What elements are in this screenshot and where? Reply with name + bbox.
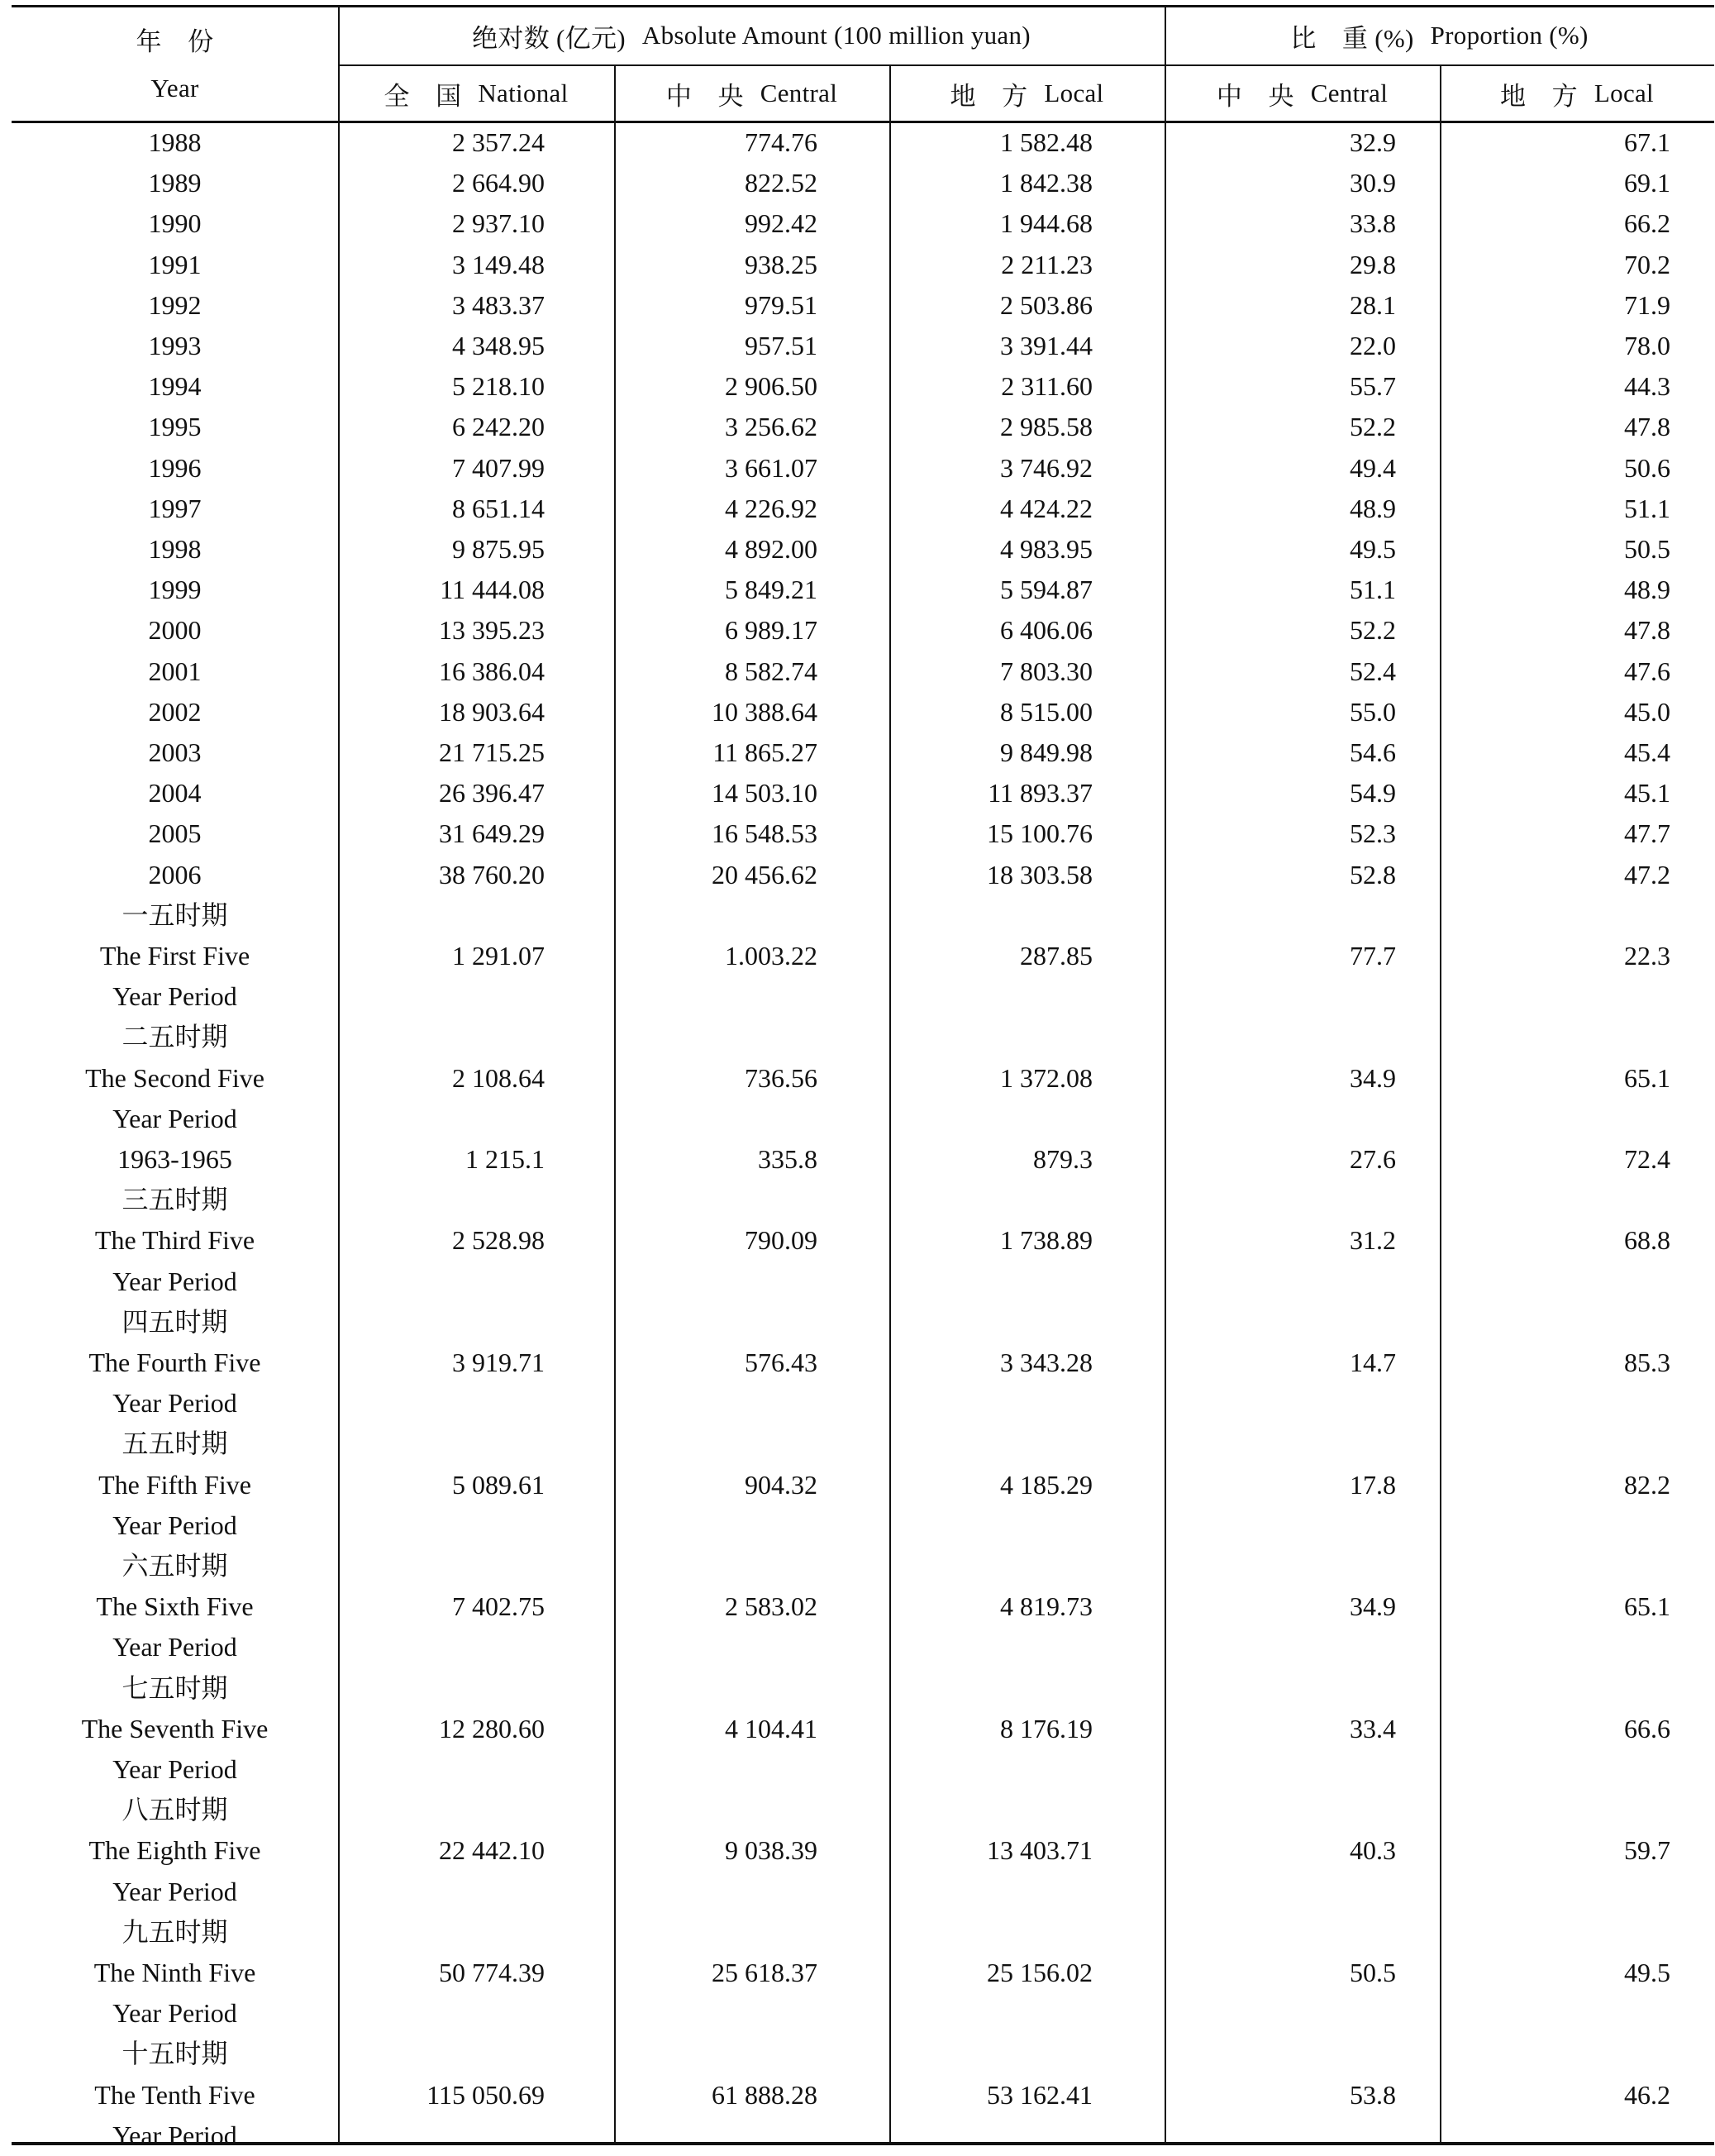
year-cell: 2003 <box>148 737 202 767</box>
local-amount-cell: 9 849.98 <box>1000 737 1093 767</box>
local-proportion-cell: 72.4 <box>1624 1144 1670 1174</box>
local-proportion-cell: 49.5 <box>1624 1958 1670 1987</box>
table-row <box>12 692 1714 732</box>
table-row <box>12 1546 1714 1586</box>
national-subheader-en: National <box>478 79 569 107</box>
central-proportion-cell: 34.9 <box>1350 1062 1396 1093</box>
year-cell: 2000 <box>148 615 202 646</box>
local-proportion-cell: 66.2 <box>1624 208 1670 239</box>
proportion-local-subheader-en: Local <box>1594 79 1654 107</box>
national-amount-cell: 3 919.71 <box>452 1348 545 1377</box>
local-proportion-cell: 70.2 <box>1624 249 1670 279</box>
national-amount-cell: 5 089.61 <box>452 1469 545 1500</box>
table-row <box>12 326 1714 366</box>
national-amount-cell: 11 444.08 <box>440 575 545 605</box>
year-cell: 1989 <box>148 168 202 198</box>
year-cell: Year Period <box>112 1754 237 1784</box>
national-amount-cell: 31 649.29 <box>439 818 545 849</box>
local-proportion-cell: 50.6 <box>1624 452 1670 483</box>
central-proportion-cell: 29.8 <box>1350 249 1396 279</box>
national-amount-cell: 2 108.64 <box>452 1062 545 1093</box>
table-row <box>12 1912 1714 1953</box>
local-amount-cell: 2 503.86 <box>1000 289 1093 320</box>
local-amount-cell: 2 211.23 <box>1001 249 1093 279</box>
year-cell: 一五时期 <box>121 899 228 930</box>
central-proportion-cell: 52.4 <box>1350 656 1396 686</box>
national-amount-cell: 1 215.1 <box>465 1144 545 1174</box>
year-cell: 八五时期 <box>121 1795 228 1825</box>
central-proportion-cell: 55.0 <box>1350 696 1396 727</box>
central-amount-cell: 11 865.27 <box>712 737 817 767</box>
year-cell: The Sixth Five <box>96 1591 254 1622</box>
local-proportion-cell: 48.9 <box>1624 575 1670 605</box>
year-cell: The Ninth Five <box>93 1958 256 1987</box>
central-subheader <box>614 66 889 121</box>
central-proportion-cell: 28.1 <box>1350 289 1396 320</box>
table-row <box>12 2075 1714 2115</box>
year-cell: 1993 <box>148 331 202 360</box>
central-amount-cell: 1.003.22 <box>725 941 817 971</box>
central-amount-cell: 957.51 <box>745 331 817 360</box>
central-amount-cell: 2 583.02 <box>725 1591 817 1622</box>
central-subheader-en: Central <box>760 79 838 107</box>
central-proportion-cell: 32.9 <box>1350 127 1396 157</box>
local-proportion-cell: 22.3 <box>1624 941 1670 971</box>
table-row <box>12 529 1714 570</box>
national-amount-cell: 4 348.95 <box>452 331 545 360</box>
table-row <box>12 1343 1714 1383</box>
local-amount-cell: 3 391.44 <box>1000 331 1093 360</box>
central-proportion-cell: 17.8 <box>1350 1469 1396 1500</box>
national-amount-cell: 26 396.47 <box>439 778 545 808</box>
central-proportion-cell: 27.6 <box>1350 1144 1396 1174</box>
year-cell: 1995 <box>148 412 202 442</box>
local-proportion-cell: 67.1 <box>1624 127 1670 157</box>
central-subheader-zh: 中 央 <box>665 81 744 111</box>
local-proportion-cell: 69.1 <box>1624 168 1670 198</box>
central-proportion-cell: 33.4 <box>1350 1713 1396 1743</box>
central-proportion-cell: 54.6 <box>1350 737 1396 767</box>
local-amount-cell: 2 985.58 <box>1000 412 1093 442</box>
local-proportion-cell: 46.2 <box>1624 2079 1670 2110</box>
local-amount-cell: 879.3 <box>1033 1144 1093 1174</box>
year-cell: 1963-1965 <box>117 1144 232 1174</box>
local-proportion-cell: 45.4 <box>1624 737 1670 767</box>
year-cell: 2001 <box>148 656 202 686</box>
national-amount-cell: 8 651.14 <box>452 493 545 523</box>
local-amount-cell: 287.85 <box>1020 941 1093 971</box>
table-row <box>12 2034 1714 2074</box>
local-amount-cell: 7 803.30 <box>1000 656 1093 686</box>
local-proportion-cell: 66.6 <box>1624 1713 1670 1743</box>
central-amount-cell: 3 256.62 <box>725 412 817 442</box>
local-amount-cell: 3 746.92 <box>1000 452 1093 483</box>
table-row <box>12 245 1714 285</box>
year-cell: 二五时期 <box>121 1022 228 1052</box>
year-cell: 六五时期 <box>121 1551 228 1581</box>
local-proportion-cell: 78.0 <box>1624 331 1670 360</box>
year-cell: Year Period <box>112 2120 237 2150</box>
year-cell: The Seventh Five <box>81 1713 269 1743</box>
national-amount-cell: 12 280.60 <box>439 1713 545 1743</box>
absolute-header-en: Absolute Amount (100 million yuan) <box>641 21 1031 50</box>
local-amount-cell: 25 156.02 <box>987 1958 1093 1987</box>
central-proportion-cell: 77.7 <box>1350 941 1396 971</box>
proportion-header-zh: 比 重 (%) <box>1290 23 1414 53</box>
year-cell: The Tenth Five <box>94 2079 255 2110</box>
local-amount-cell: 11 893.37 <box>988 778 1093 808</box>
central-amount-cell: 9 038.39 <box>725 1835 817 1866</box>
central-amount-cell: 5 849.21 <box>725 575 817 605</box>
year-cell: The First Five <box>99 941 250 971</box>
national-amount-cell: 38 760.20 <box>439 859 545 890</box>
national-amount-cell: 7 402.75 <box>452 1591 545 1622</box>
local-proportion-cell: 47.8 <box>1624 412 1670 442</box>
central-proportion-cell: 48.9 <box>1350 493 1396 523</box>
table-row <box>12 489 1714 529</box>
national-amount-cell: 115 050.69 <box>426 2079 545 2110</box>
table-row <box>12 1993 1714 2034</box>
local-amount-cell: 8 515.00 <box>1000 696 1093 727</box>
local-proportion-cell: 47.8 <box>1624 615 1670 646</box>
table-row <box>12 1830 1714 1871</box>
local-subheader <box>889 66 1165 121</box>
central-amount-cell: 774.76 <box>745 127 817 157</box>
local-amount-cell: 6 406.06 <box>1000 615 1093 646</box>
local-proportion-cell: 59.7 <box>1624 1835 1670 1866</box>
table-row <box>12 366 1714 407</box>
table-row <box>12 448 1714 489</box>
year-cell: 1997 <box>148 493 202 523</box>
proportion-header <box>1165 7 1714 64</box>
local-amount-cell: 13 403.71 <box>987 1835 1093 1866</box>
table-row <box>12 1749 1714 1790</box>
national-subheader <box>338 66 614 121</box>
year-cell: 1994 <box>148 371 202 402</box>
national-amount-cell: 22 442.10 <box>439 1835 545 1866</box>
year-cell: 十五时期 <box>121 2039 228 2069</box>
year-cell: Year Period <box>112 1510 237 1540</box>
local-proportion-cell: 65.1 <box>1624 1062 1670 1093</box>
absolute-header-zh: 绝对数 (亿元) <box>472 23 626 53</box>
year-cell: 七五时期 <box>121 1672 228 1703</box>
table-row <box>12 813 1714 854</box>
local-amount-cell: 5 594.87 <box>1000 575 1093 605</box>
national-amount-cell: 18 903.64 <box>439 696 545 727</box>
central-proportion-cell: 49.5 <box>1350 534 1396 564</box>
year-cell: 1990 <box>148 208 202 239</box>
local-proportion-cell: 82.2 <box>1624 1469 1670 1500</box>
year-cell: 九五时期 <box>121 1916 228 1947</box>
national-amount-cell: 21 715.25 <box>439 737 545 767</box>
central-proportion-cell: 33.8 <box>1350 208 1396 239</box>
central-amount-cell: 790.09 <box>745 1225 817 1256</box>
local-proportion-cell: 47.6 <box>1624 656 1670 686</box>
central-amount-cell: 8 582.74 <box>725 656 817 686</box>
local-amount-cell: 1 372.08 <box>1000 1062 1093 1093</box>
proportion-header-en: Proportion (%) <box>1430 21 1589 50</box>
local-amount-cell: 4 983.95 <box>1000 534 1093 564</box>
central-amount-cell: 6 989.17 <box>725 615 817 646</box>
central-proportion-cell: 40.3 <box>1350 1835 1396 1866</box>
table-row <box>12 1465 1714 1505</box>
central-proportion-cell: 55.7 <box>1350 371 1396 402</box>
year-cell: Year Period <box>112 1266 237 1296</box>
year-cell: 2002 <box>148 696 202 727</box>
local-amount-cell: 1 842.38 <box>1000 168 1093 198</box>
national-amount-cell: 13 395.23 <box>439 615 545 646</box>
table-row <box>12 976 1714 1017</box>
year-cell: 2004 <box>148 778 202 808</box>
year-cell: 1988 <box>148 127 202 157</box>
table-row <box>12 1220 1714 1261</box>
table-row <box>12 122 1714 163</box>
year-cell: The Fourth Five <box>88 1348 261 1377</box>
table-row <box>12 1099 1714 1139</box>
year-cell: 2005 <box>148 818 202 849</box>
central-amount-cell: 736.56 <box>745 1062 817 1093</box>
central-proportion-cell: 14.7 <box>1350 1348 1396 1377</box>
table-row <box>12 855 1714 895</box>
local-amount-cell: 8 176.19 <box>1000 1713 1093 1743</box>
national-amount-cell: 1 291.07 <box>452 941 545 971</box>
central-amount-cell: 904.32 <box>745 1469 817 1500</box>
local-amount-cell: 1 738.89 <box>1000 1225 1093 1256</box>
local-proportion-cell: 47.2 <box>1624 859 1670 890</box>
table-row <box>12 1383 1714 1424</box>
local-subheader-en: Local <box>1044 79 1104 107</box>
table-row <box>12 1139 1714 1180</box>
proportion-local-subheader-zh: 地 方 <box>1500 81 1578 111</box>
national-amount-cell: 6 242.20 <box>452 412 545 442</box>
year-cell: 1991 <box>148 249 202 279</box>
national-amount-cell: 7 407.99 <box>452 452 545 483</box>
central-proportion-cell: 31.2 <box>1350 1225 1396 1256</box>
local-proportion-cell: 44.3 <box>1624 371 1670 402</box>
year-header-en: Year <box>150 73 199 103</box>
year-cell: Year Period <box>112 1632 237 1662</box>
table-row <box>12 285 1714 326</box>
table-row <box>12 2115 1714 2156</box>
proportion-central-subheader-en: Central <box>1310 79 1389 107</box>
table-row <box>12 1058 1714 1099</box>
local-proportion-cell: 51.1 <box>1624 493 1670 523</box>
table-row <box>12 651 1714 692</box>
central-proportion-cell: 30.9 <box>1350 168 1396 198</box>
central-amount-cell: 979.51 <box>745 289 817 320</box>
local-proportion-cell: 47.7 <box>1624 818 1670 849</box>
central-proportion-cell: 54.9 <box>1350 778 1396 808</box>
national-amount-cell: 16 386.04 <box>439 656 545 686</box>
table-row <box>12 1953 1714 1993</box>
central-amount-cell: 3 661.07 <box>725 452 817 483</box>
local-proportion-cell: 45.0 <box>1624 696 1670 727</box>
central-amount-cell: 2 906.50 <box>725 371 817 402</box>
year-cell: 五五时期 <box>121 1429 228 1459</box>
central-proportion-cell: 50.5 <box>1350 1958 1396 1987</box>
local-amount-cell: 15 100.76 <box>987 818 1093 849</box>
central-proportion-cell: 52.2 <box>1350 615 1396 646</box>
year-cell: 四五时期 <box>121 1306 228 1337</box>
proportion-central-subheader-zh: 中 央 <box>1216 81 1294 111</box>
central-amount-cell: 4 226.92 <box>725 493 817 523</box>
table-row <box>12 570 1714 610</box>
central-amount-cell: 938.25 <box>745 249 817 279</box>
year-cell: Year Period <box>112 1998 237 2029</box>
central-amount-cell: 992.42 <box>745 208 817 239</box>
central-proportion-cell: 52.3 <box>1350 818 1396 849</box>
local-amount-cell: 2 311.60 <box>1001 371 1093 402</box>
proportion-local-subheader <box>1440 66 1714 121</box>
local-proportion-cell: 68.8 <box>1624 1225 1670 1256</box>
table-row <box>12 773 1714 813</box>
central-proportion-cell: 49.4 <box>1350 452 1396 483</box>
table-row <box>12 1872 1714 1912</box>
table-row <box>12 1668 1714 1709</box>
central-proportion-cell: 52.8 <box>1350 859 1396 890</box>
central-proportion-cell: 52.2 <box>1350 412 1396 442</box>
central-amount-cell: 16 548.53 <box>712 818 817 849</box>
national-amount-cell: 2 664.90 <box>452 168 545 198</box>
central-amount-cell: 4 892.00 <box>725 534 817 564</box>
local-amount-cell: 1 944.68 <box>1000 208 1093 239</box>
year-cell: Year Period <box>112 1103 237 1133</box>
table-row <box>12 203 1714 244</box>
national-amount-cell: 50 774.39 <box>439 1958 545 1987</box>
year-column-header <box>12 13 338 117</box>
year-cell: 1996 <box>148 452 202 483</box>
central-proportion-cell: 34.9 <box>1350 1591 1396 1622</box>
year-cell: The Second Five <box>85 1062 264 1093</box>
table-row <box>12 1424 1714 1464</box>
absolute-amount-header <box>338 7 1165 64</box>
national-amount-cell: 9 875.95 <box>452 534 545 564</box>
local-proportion-cell: 71.9 <box>1624 289 1670 320</box>
year-cell: The Fifth Five <box>98 1469 251 1500</box>
year-cell: 2006 <box>148 859 202 890</box>
local-amount-cell: 4 819.73 <box>1000 1591 1093 1622</box>
table-row <box>12 936 1714 976</box>
central-amount-cell: 14 503.10 <box>712 778 817 808</box>
national-amount-cell: 3 483.37 <box>452 289 545 320</box>
table-row <box>12 1262 1714 1302</box>
local-proportion-cell: 50.5 <box>1624 534 1670 564</box>
local-amount-cell: 4 424.22 <box>1000 493 1093 523</box>
central-amount-cell: 335.8 <box>758 1144 817 1174</box>
national-amount-cell: 3 149.48 <box>452 249 545 279</box>
year-cell: 1998 <box>148 534 202 564</box>
national-amount-cell: 5 218.10 <box>452 371 545 402</box>
table-row <box>12 895 1714 936</box>
year-cell: The Eighth Five <box>88 1835 261 1866</box>
national-amount-cell: 2 357.24 <box>452 127 545 157</box>
local-amount-cell: 53 162.41 <box>987 2079 1093 2110</box>
table-row <box>12 1017 1714 1057</box>
central-proportion-cell: 53.8 <box>1350 2079 1396 2110</box>
local-amount-cell: 3 343.28 <box>1000 1348 1093 1377</box>
central-amount-cell: 25 618.37 <box>712 1958 817 1987</box>
year-cell: 1992 <box>148 289 202 320</box>
local-proportion-cell: 65.1 <box>1624 1591 1670 1622</box>
national-amount-cell: 2 528.98 <box>452 1225 545 1256</box>
year-cell: The Third Five <box>94 1225 255 1256</box>
table-row <box>12 1586 1714 1627</box>
proportion-central-subheader <box>1165 66 1440 121</box>
central-amount-cell: 576.43 <box>745 1348 817 1377</box>
year-cell: 三五时期 <box>121 1185 228 1215</box>
table-row <box>12 610 1714 651</box>
revenue-table <box>12 5 1714 2150</box>
national-subheader-zh: 全 国 <box>383 81 462 111</box>
year-header-zh: 年 份 <box>136 26 214 56</box>
table-row <box>12 1709 1714 1749</box>
year-cell: 1999 <box>148 575 202 605</box>
table-row <box>12 1180 1714 1220</box>
table-row <box>12 1302 1714 1343</box>
table-row <box>12 1627 1714 1667</box>
local-proportion-cell: 85.3 <box>1624 1348 1670 1377</box>
central-amount-cell: 822.52 <box>745 168 817 198</box>
central-amount-cell: 61 888.28 <box>712 2079 817 2110</box>
table-row <box>12 732 1714 773</box>
central-amount-cell: 20 456.62 <box>712 859 817 890</box>
table-row <box>12 407 1714 447</box>
local-proportion-cell: 45.1 <box>1624 778 1670 808</box>
year-cell: Year Period <box>112 1876 237 1906</box>
local-amount-cell: 18 303.58 <box>987 859 1093 890</box>
table-row <box>12 163 1714 203</box>
central-amount-cell: 4 104.41 <box>725 1713 817 1743</box>
central-proportion-cell: 22.0 <box>1350 331 1396 360</box>
year-cell: Year Period <box>112 981 237 1012</box>
table-row <box>12 1505 1714 1546</box>
national-amount-cell: 2 937.10 <box>452 208 545 239</box>
central-proportion-cell: 51.1 <box>1350 575 1396 605</box>
central-amount-cell: 10 388.64 <box>712 696 817 727</box>
table-row <box>12 1790 1714 1830</box>
local-subheader-zh: 地 方 <box>950 81 1028 111</box>
local-amount-cell: 4 185.29 <box>1000 1469 1093 1500</box>
year-cell: Year Period <box>112 1388 237 1419</box>
local-amount-cell: 1 582.48 <box>1000 127 1093 157</box>
